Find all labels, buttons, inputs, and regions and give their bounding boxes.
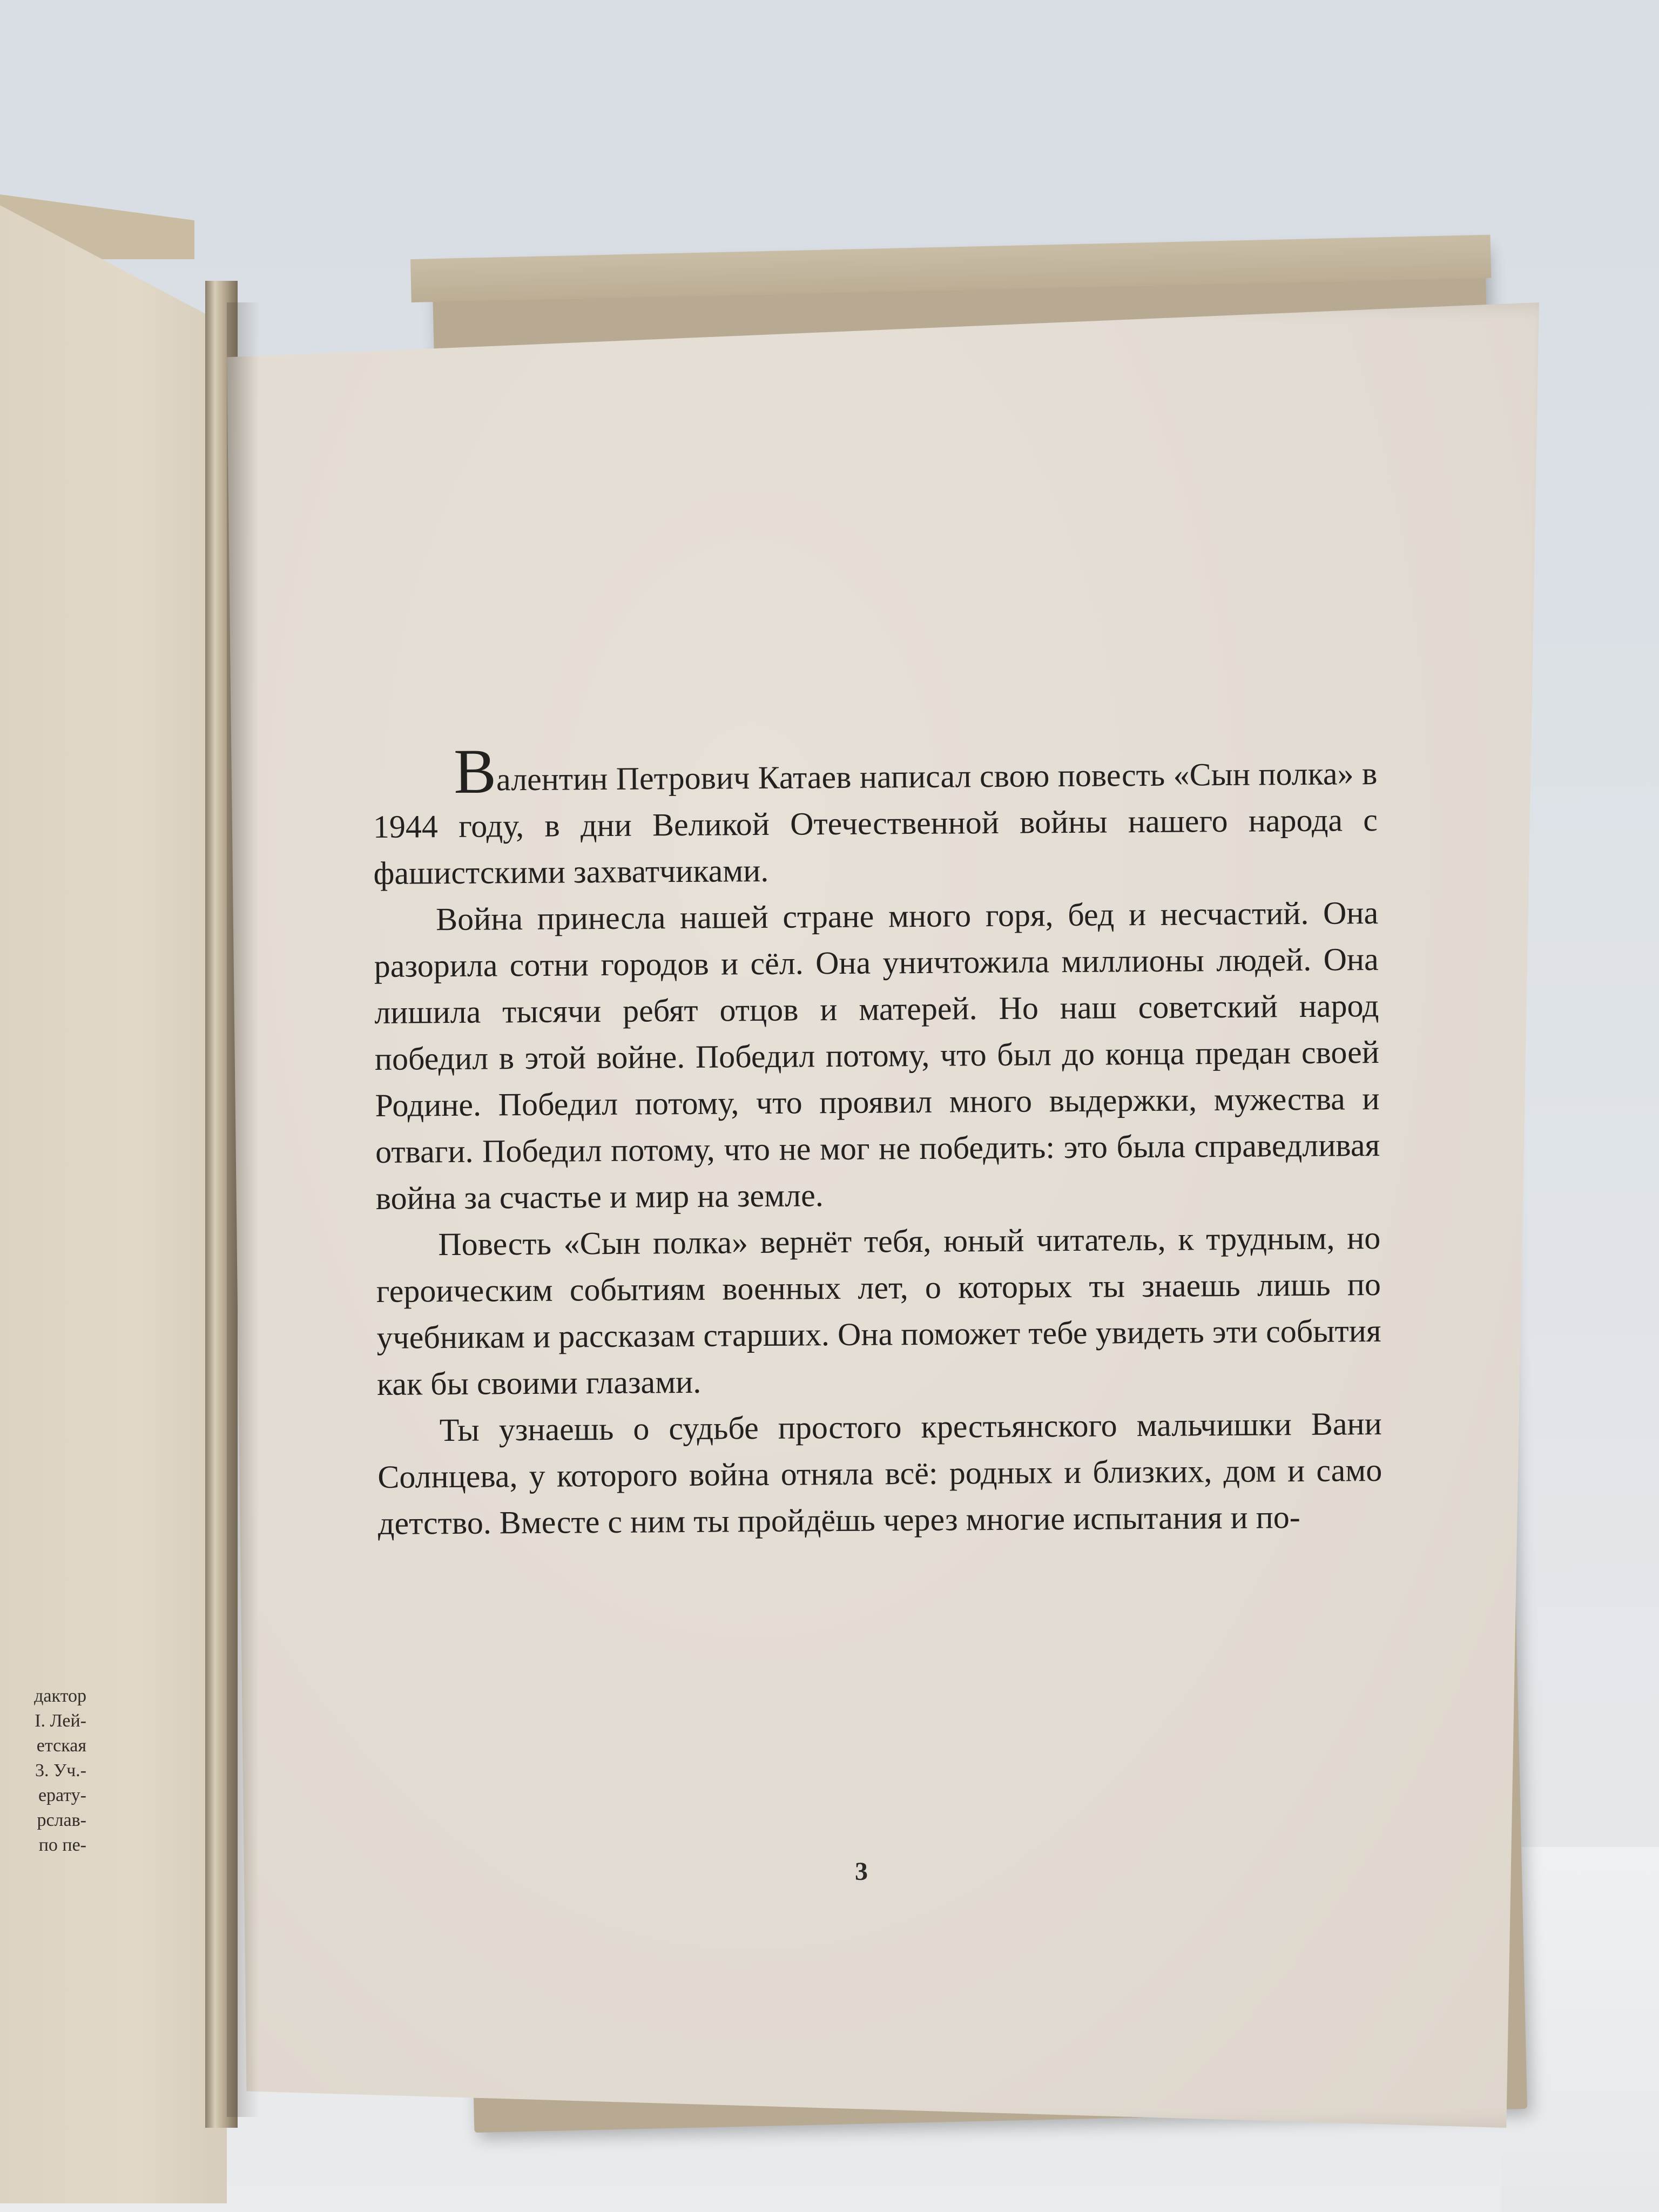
- paragraph-story: Повесть «Сын полка» вернёт тебя, юный читатель, к трудным, но героическим событиям военных лет, о которых ты знаешь лишь по учебникам и рассказам старших. Она поможет тебе увидеть эти события как бы своими глазами.: [376, 1219, 1381, 1402]
- imprint-line: I. Лей-: [35, 1711, 86, 1731]
- imprint-line: 3. Уч.-: [35, 1761, 86, 1781]
- drop-cap: В: [453, 736, 497, 807]
- imprint-line: рслав-: [37, 1810, 86, 1830]
- paragraph-war: Война принесла нашей стране много горя, бед и несчастий. Она разорила сотни городов и сёл. Она уничтожила миллионы людей. Она лишила тысячи ребят отцов и матерей. Но наш советский народ победил в этой войне. Победил потому, что был до конца предан своей Родине. Победил потому, что проявил много выдержки, мужества и отваги. Победил потому, что не мог не победить: это была справедливая война за счастье и мир на земле.: [374, 895, 1380, 1216]
- imprint-line: ерату-: [38, 1785, 86, 1805]
- gutter-shadow: [227, 302, 259, 2117]
- paragraph-vanya: Ты узнаешь о судьбе простого крестьянского мальчишки Вани Солнцева, у которого война отняла всё: родных и близких, дом и само детство. Вместе с ним ты пройдёшь через многие испытания и по-: [377, 1405, 1382, 1541]
- imprint-line: дактор: [34, 1686, 86, 1706]
- left-page-imprint: [0, 1684, 86, 1858]
- page-body-text: [373, 736, 1382, 1547]
- page-number: 3: [855, 1857, 868, 1886]
- paragraph-text: алентин Петрович Катаев написал свою повесть «Сын полка» в 1944 году, в дни Великой Отечественной войны нашего народа с фашистскими захватчиками.: [373, 756, 1378, 891]
- paragraph-intro: [373, 736, 1378, 896]
- left-page: [0, 205, 227, 2203]
- imprint-line: етская: [36, 1736, 86, 1756]
- imprint-line: по пе-: [38, 1835, 86, 1855]
